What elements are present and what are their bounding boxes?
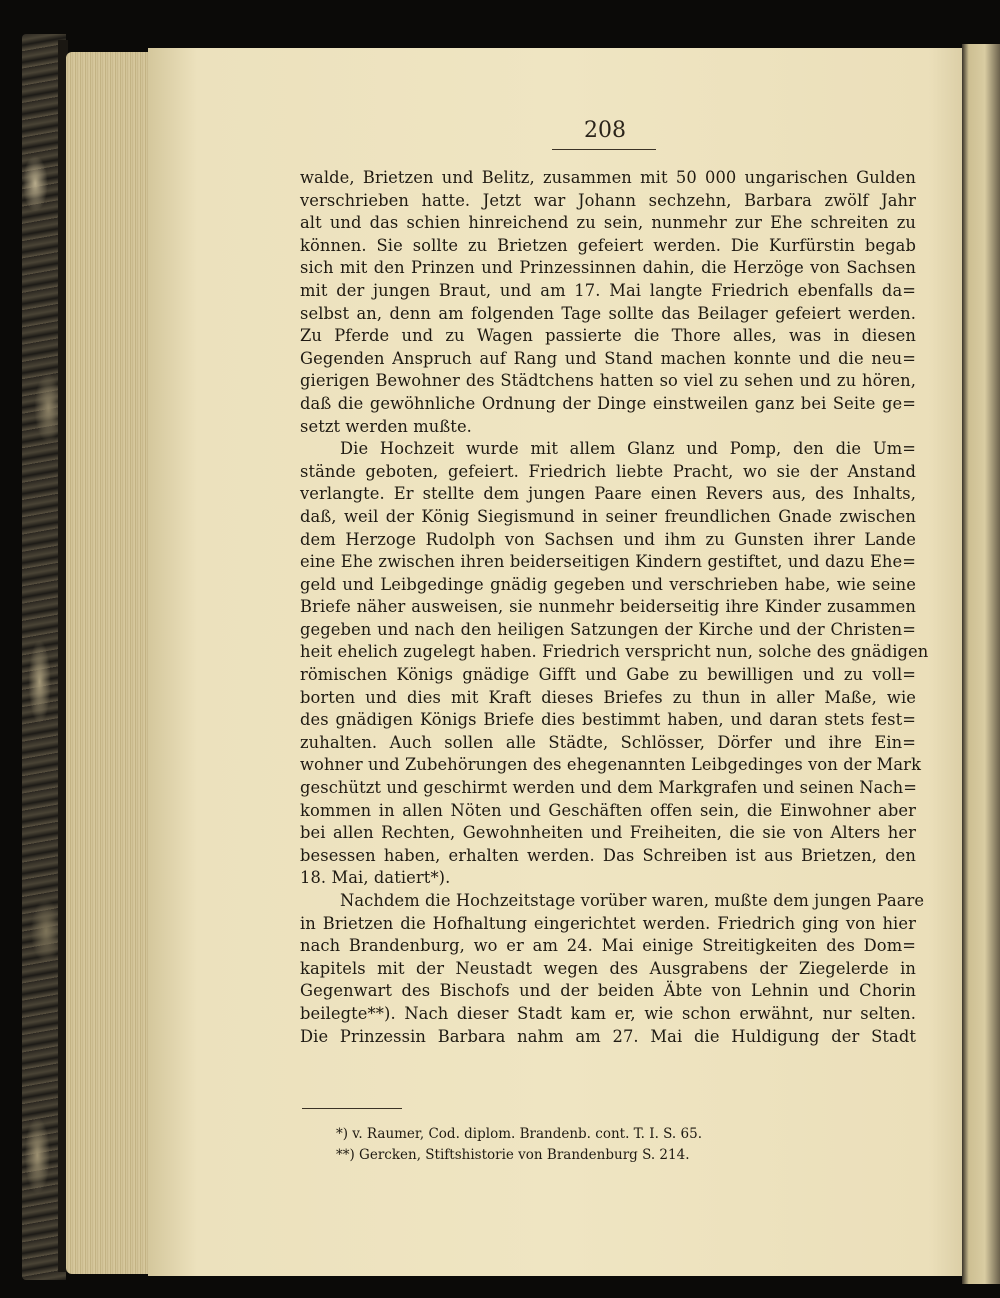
text-line: verlangte. Er stellte dem jungen Paare einen Revers aus, des Inhalts,: [300, 484, 916, 504]
text-line: Gegenwart des Bischofs und der beiden Äbte von Lehnin und Chorin: [300, 981, 916, 1001]
text-line: heit ehelich zugelegt haben. Friedrich verspricht nun, solche des gnädigen: [300, 642, 929, 662]
text-line: besessen haben, erhalten werden. Das Schreiben ist aus Brietzen, den: [300, 845, 916, 865]
text-line: Die Prinzessin Barbara nahm am 27. Mai die Huldigung der Stadt: [300, 1026, 916, 1046]
text-line: nach Brandenburg, wo er am 24. Mai einige Streitigkeiten des Dom=: [300, 936, 916, 956]
text-line: bei allen Rechten, Gewohnheiten und Freiheiten, die sie von Alters her: [300, 823, 916, 843]
text-line: geschützt und geschirmt werden und dem Markgrafen und seinen Nach=: [300, 778, 917, 798]
text-line: 18. Mai, datiert*).: [300, 868, 451, 888]
page-number: 208: [584, 118, 626, 143]
text-line: mit der jungen Braut, und am 17. Mai langte Friedrich ebenfalls da=: [300, 280, 916, 300]
footnote-rule: [302, 1108, 402, 1109]
body-text: [300, 167, 929, 1048]
header-rule: [552, 149, 656, 150]
text-line: kapitels mit der Neustadt wegen des Ausgrabens der Ziegelerde in: [300, 958, 916, 978]
text-line: walde, Brietzen und Belitz, zusammen mit 50 000 ungarischen Gulden: [300, 168, 916, 187]
text-line: borten und dies mit Kraft dieses Briefes zu thun in aller Maße, wie: [300, 687, 916, 707]
text-line: setzt werden mußte.: [300, 416, 472, 436]
text-line: verschrieben hatte. Jetzt war Johann sechzehn, Barbara zwölf Jahr: [300, 190, 916, 210]
text-line: beilegte**). Nach dieser Stadt kam er, wie schon erwähnt, nur selten.: [300, 1003, 916, 1023]
right-page-edge: [962, 44, 1000, 1284]
text-line: Die Hochzeit wurde mit allem Glanz und Pomp, den die Um=: [340, 439, 916, 459]
text-line: selbst an, denn am folgenden Tage sollte das Beilager gefeiert werden.: [300, 303, 916, 323]
text-line: des gnädigen Königs Briefe dies bestimmt haben, und daran stets fest=: [300, 710, 916, 730]
text-line: kommen in allen Nöten und Geschäften offen sein, die Einwohner aber: [300, 800, 916, 820]
text-line: können. Sie sollte zu Brietzen gefeiert werden. Die Kurfürstin begab: [300, 235, 916, 255]
text-line: römischen Königs gnädige Gifft und Gabe zu bewilligen und zu voll=: [300, 665, 916, 685]
text-line: gierigen Bewohner des Städtchens hatten so viel zu sehen und zu hören,: [300, 371, 916, 391]
text-line: eine Ehe zwischen ihren beiderseitigen Kindern gestiftet, und dazu Ehe=: [300, 552, 916, 572]
text-line: Nachdem die Hochzeitstage vorüber waren, mußte dem jungen Paare: [340, 891, 925, 910]
text-line: Briefe näher ausweisen, sie nunmehr beiderseitig ihre Kinder zusammen: [300, 597, 916, 617]
text-line: wohner und Zubehörungen des ehegenannten Leibgedinges von der Mark: [300, 755, 922, 775]
text-line: sich mit den Prinzen und Prinzessinnen dahin, die Herzöge von Sachsen: [300, 258, 916, 278]
text-line: zuhalten. Auch sollen alle Städte, Schlösser, Dörfer und ihre Ein=: [300, 732, 916, 752]
footnote: **) Gercken, Stiftshistorie von Brandenburg S. 214.: [336, 1147, 690, 1163]
text-line: Gegenden Anspruch auf Rang und Stand machen konnte und die neu=: [300, 348, 916, 368]
text-line: stände geboten, gefeiert. Friedrich liebte Pracht, wo sie der Anstand: [300, 461, 916, 481]
footnotes: [336, 1124, 816, 1166]
text-line: geld und Leibgedinge gnädig gegeben und verschrieben habe, wie seine: [300, 574, 916, 594]
text-line: alt und das schien hinreichend zu sein, nunmehr zur Ehe schreiten zu: [300, 213, 916, 233]
text-line: daß, weil der König Siegismund in seiner freundlichen Gnade zwischen: [300, 506, 916, 526]
text-line: daß die gewöhnliche Ordnung der Dinge einstweilen ganz bei Seite ge=: [300, 393, 916, 413]
text-line: Zu Pferde und zu Wagen passierte die Thore alles, was in diesen: [300, 326, 916, 346]
text-line: dem Herzoge Rudolph von Sachsen und ihm zu Gunsten ihrer Lande: [300, 529, 916, 549]
footnote: *) v. Raumer, Cod. diplom. Brandenb. cont. T. I. S. 65.: [336, 1126, 702, 1142]
text-line: gegeben und nach den heiligen Satzungen der Kirche und der Christen=: [300, 619, 916, 639]
text-line: in Brietzen die Hofhaltung eingerichtet werden. Friedrich ging von hier: [300, 913, 916, 933]
